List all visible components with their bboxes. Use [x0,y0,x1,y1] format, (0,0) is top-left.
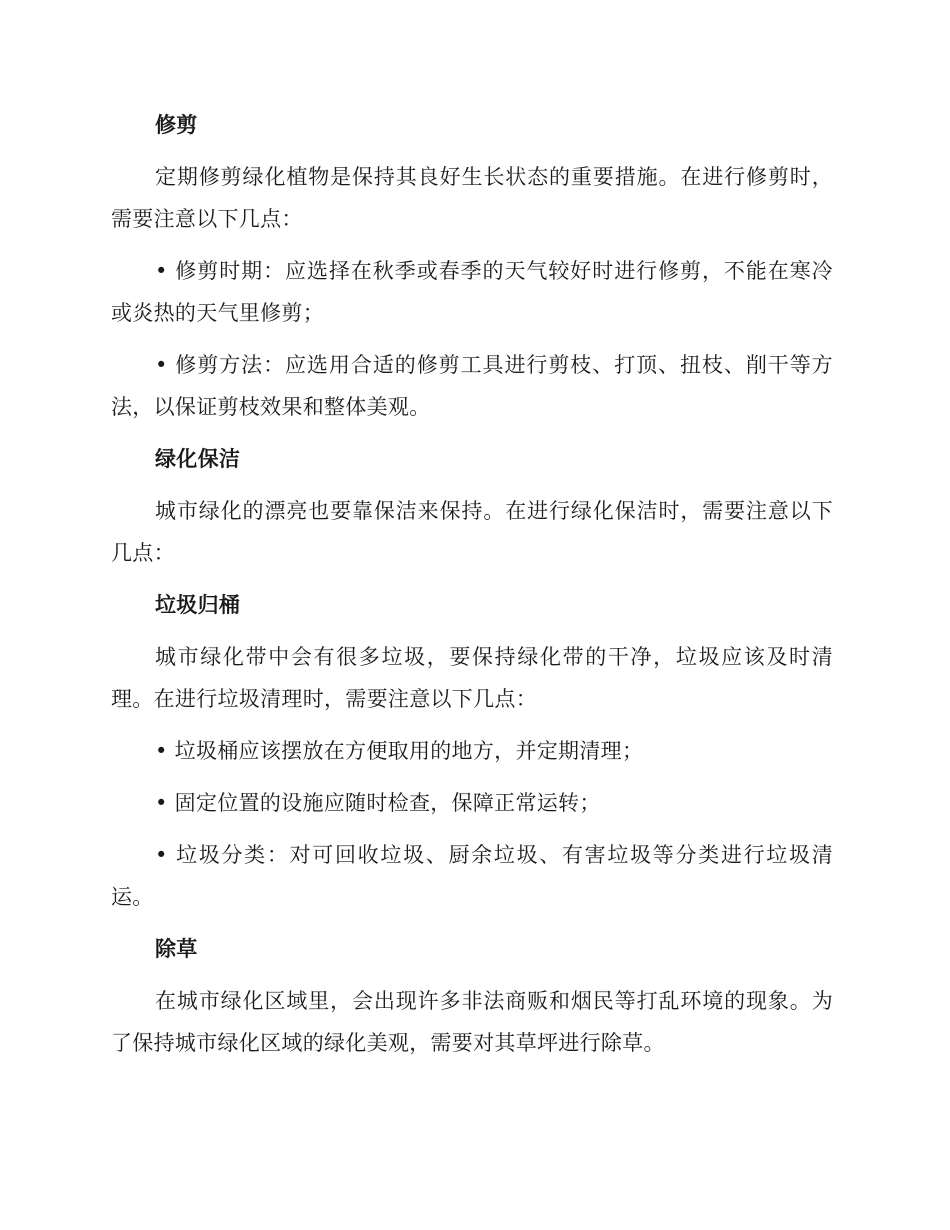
garbage-sorting-bullet: • 垃圾分类：对可回收垃圾、厨余垃圾、有害垃圾等分类进行垃圾清运。 [111,843,833,909]
garbage-intro-paragraph: 城市绿化带中会有很多垃圾，要保持绿化带的干净，垃圾应该及时清理。在进行垃圾清理时，需要注意以下几点： [111,645,833,711]
section-heading-garbage-bins: 垃圾归桶 [155,593,241,617]
facility-check-bullet: • 固定位置的设施应随时检查，保障正常运转； [155,791,601,815]
pruning-intro-paragraph: 定期修剪绿化植物是保持其良好生长状态的重要措施。在进行修剪时，需要注意以下几点： [111,165,833,231]
document-body [111,104,833,1074]
section-heading-greening-cleaning: 绿化保洁 [155,447,241,471]
pruning-method-bullet: • 修剪方法：应选用合适的修剪工具进行剪枝、打顶、扭枝、削干等方法，以保证剪枝效果和整体美观。 [111,353,833,419]
greening-cleaning-paragraph: 城市绿化的漂亮也要靠保洁来保持。在进行绿化保洁时，需要注意以下几点： [111,499,833,565]
section-heading-weeding: 除草 [155,937,198,961]
pruning-timing-bullet: • 修剪时期：应选择在秋季或春季的天气较好时进行修剪，不能在寒冷或炎热的天气里修剪； [111,259,833,325]
section-heading-pruning: 修剪 [155,113,198,137]
weeding-paragraph: 在城市绿化区域里，会出现许多非法商贩和烟民等打乱环境的现象。为了保持城市绿化区域的绿化美观，需要对其草坪进行除草。 [111,989,833,1055]
garbage-bin-placement-bullet: • 垃圾桶应该摆放在方便取用的地方，并定期清理； [155,739,644,763]
